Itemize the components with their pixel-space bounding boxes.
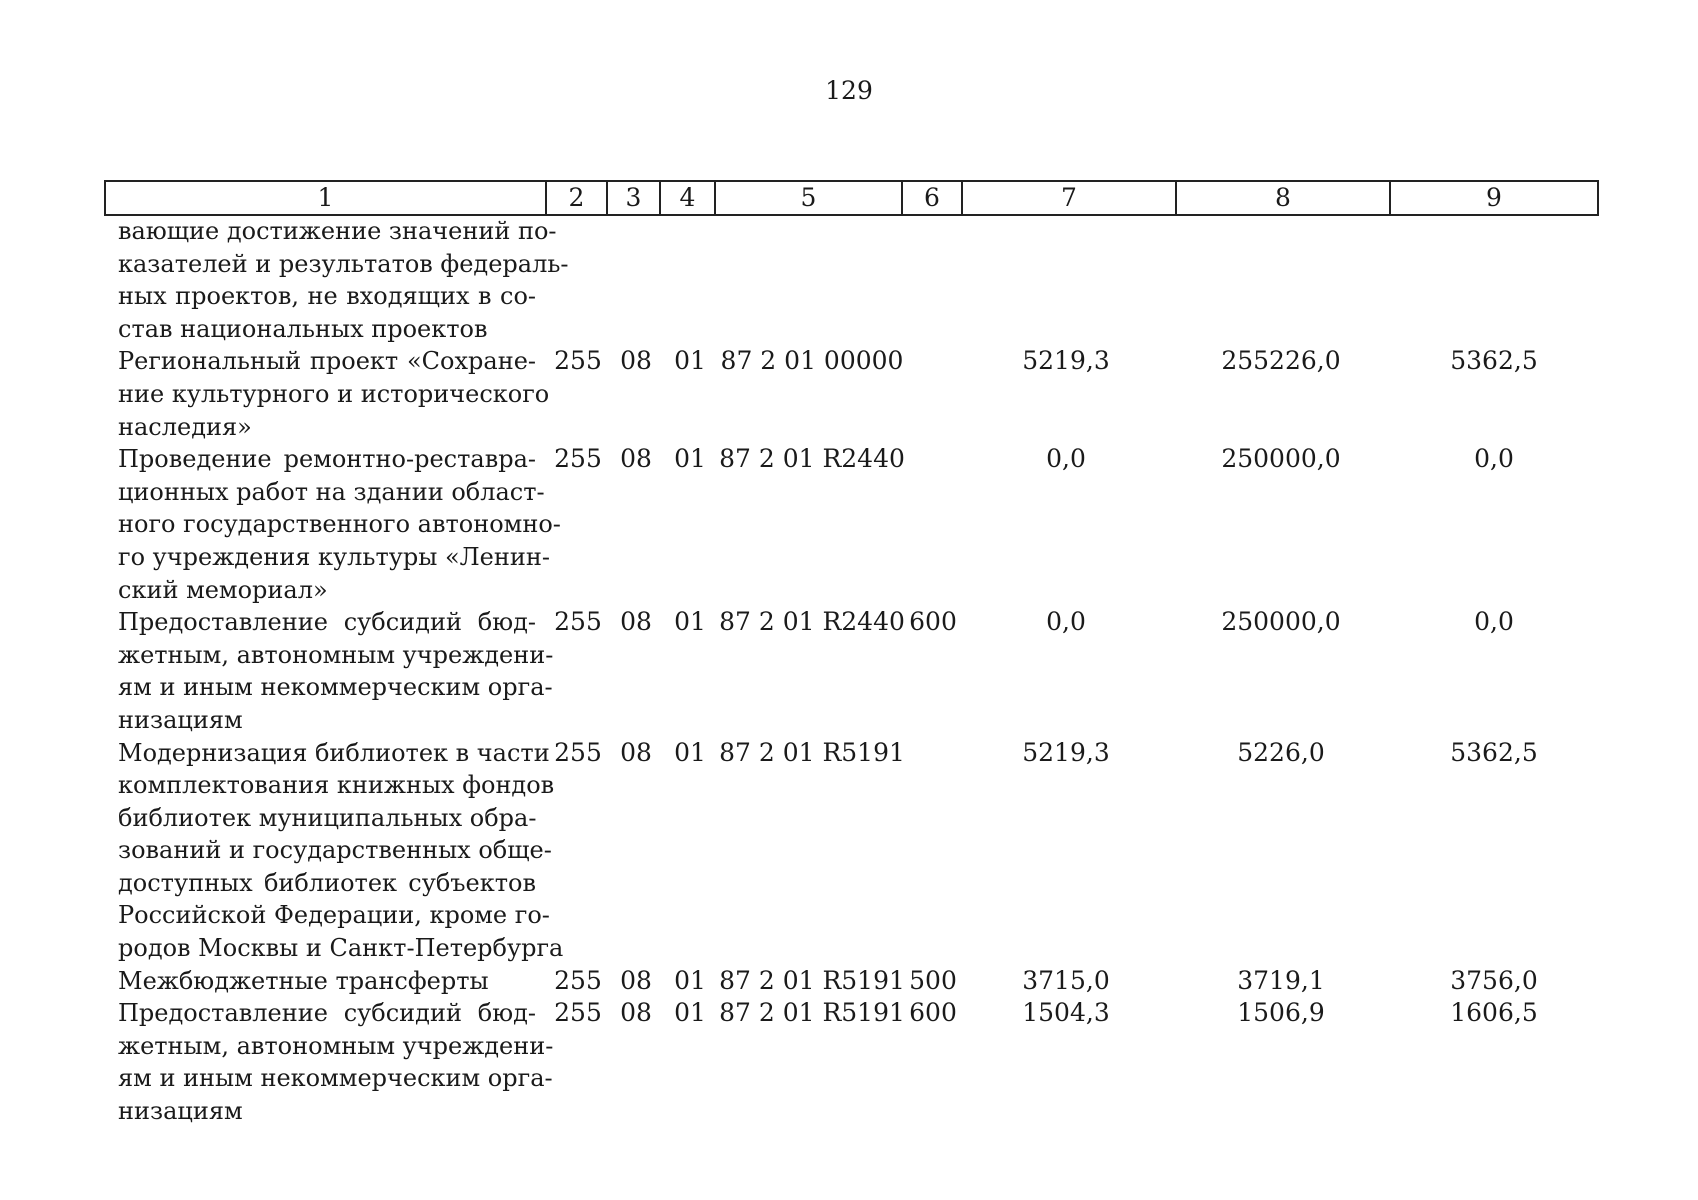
description-line: ционных работ на здании област- — [118, 477, 545, 506]
cell-col-7: 0,0 — [1046, 444, 1086, 474]
cell-col-2: 255 — [554, 444, 602, 474]
cell-col-7: 3715,0 — [1022, 965, 1110, 995]
table-body — [0, 215, 1698, 1128]
row-description — [118, 443, 561, 606]
cell-col-3: 08 — [620, 998, 652, 1028]
cell-col-5: 87 2 01 R5191 — [719, 998, 905, 1028]
cell-col-9: 3756,0 — [1450, 965, 1538, 995]
cell-col-5: 87 2 01 00000 — [720, 346, 904, 376]
table-row — [0, 965, 1698, 998]
description-line: Межбюджетные трансферты — [118, 966, 489, 995]
column-header-4: 4 — [660, 181, 715, 215]
description-line: низациям — [118, 1097, 243, 1126]
table-row — [0, 345, 1698, 443]
description-line: Региональный проект «Сохране- — [118, 347, 536, 376]
cell-col-2: 255 — [554, 346, 602, 376]
cell-col-4: 01 — [674, 444, 706, 474]
cell-col-7: 5219,3 — [1022, 346, 1110, 376]
cell-col-3: 08 — [620, 965, 652, 995]
cell-col-8: 255226,0 — [1221, 346, 1341, 376]
cell-col-4: 01 — [674, 346, 706, 376]
description-line: ние культурного и исторического — [118, 379, 550, 408]
table-row — [0, 997, 1698, 1127]
row-description — [118, 737, 564, 965]
description-line: ям и иным некоммерческим орга- — [118, 1064, 553, 1093]
description-line: наследия» — [118, 412, 252, 441]
description-line: казателей и результатов федераль- — [118, 249, 569, 278]
cell-col-9: 5362,5 — [1450, 737, 1538, 767]
cell-col-3: 08 — [620, 737, 652, 767]
column-header-6: 6 — [902, 181, 962, 215]
description-line: вающие достижение значений по- — [118, 217, 557, 245]
cell-col-8: 1506,9 — [1237, 998, 1325, 1028]
cell-col-9: 0,0 — [1474, 444, 1514, 474]
description-line: жетным, автономным учреждени- — [118, 1031, 554, 1060]
cell-col-6: 600 — [909, 607, 957, 637]
description-line: Модернизация библиотек в части — [118, 738, 550, 767]
cell-col-7: 1504,3 — [1022, 998, 1110, 1028]
description-line: библиотек муниципальных обра- — [118, 803, 537, 832]
cell-col-5: 87 2 01 R2440 — [719, 607, 905, 637]
column-header-3: 3 — [607, 181, 660, 215]
cell-col-4: 01 — [674, 998, 706, 1028]
description-line: ям и иным некоммерческим орга- — [118, 673, 553, 702]
column-header-1: 1 — [105, 181, 546, 215]
cell-col-2: 255 — [554, 998, 602, 1028]
cell-col-2: 255 — [554, 965, 602, 995]
cell-col-2: 255 — [554, 737, 602, 767]
table-row — [0, 443, 1698, 606]
cell-col-9: 5362,5 — [1450, 346, 1538, 376]
description-line: низациям — [118, 705, 243, 734]
cell-col-2: 255 — [554, 607, 602, 637]
description-line: ного государственного автономно- — [118, 510, 561, 539]
cell-col-7: 0,0 — [1046, 607, 1086, 637]
cell-col-4: 01 — [674, 737, 706, 767]
page-number: 129 — [825, 76, 873, 105]
cell-col-8: 250000,0 — [1221, 444, 1341, 474]
row-description — [118, 997, 554, 1127]
row-description — [118, 606, 554, 736]
cell-col-4: 01 — [674, 965, 706, 995]
cell-col-3: 08 — [620, 346, 652, 376]
description-line: Проведение ремонтно-реставра- — [118, 445, 536, 474]
description-line: ский мемориал» — [118, 575, 328, 604]
description-line: став национальных проектов — [118, 314, 488, 343]
description-line: ных проектов, не входящих в со- — [118, 282, 536, 311]
cell-col-9: 0,0 — [1474, 607, 1514, 637]
row-description — [118, 965, 536, 998]
description-line: жетным, автономным учреждени- — [118, 640, 554, 669]
description-line: родов Москвы и Санкт-Петербурга — [118, 934, 564, 963]
column-header-row — [104, 180, 1599, 216]
description-line: го учреждения культуры «Ленин- — [118, 542, 550, 571]
column-header-2: 2 — [546, 181, 607, 215]
row-description — [118, 215, 569, 345]
column-header-9: 9 — [1390, 181, 1598, 215]
cell-col-4: 01 — [674, 607, 706, 637]
cell-col-5: 87 2 01 R5191 — [719, 737, 905, 767]
cell-col-6: 500 — [909, 965, 957, 995]
description-line: комплектования книжных фондов — [118, 771, 555, 800]
cell-col-5: 87 2 01 R2440 — [719, 444, 905, 474]
description-line: Российской Федерации, кроме го- — [118, 901, 550, 930]
description-line: доступных библиотек субъектов — [118, 868, 536, 897]
cell-col-8: 3719,1 — [1237, 965, 1325, 995]
cell-col-6: 600 — [909, 998, 957, 1028]
table-row — [0, 606, 1698, 736]
row-description — [118, 345, 550, 443]
cell-col-9: 1606,5 — [1450, 998, 1538, 1028]
cell-col-8: 250000,0 — [1221, 607, 1341, 637]
table-row — [0, 737, 1698, 965]
description-line: Предоставление субсидий бюд- — [118, 999, 536, 1028]
cell-col-3: 08 — [620, 444, 652, 474]
column-header-7: 7 — [962, 181, 1176, 215]
column-header-5: 5 — [715, 181, 902, 215]
cell-col-7: 5219,3 — [1022, 737, 1110, 767]
description-line: Предоставление субсидий бюд- — [118, 608, 536, 637]
table-row — [0, 215, 1698, 345]
cell-col-5: 87 2 01 R5191 — [719, 965, 905, 995]
column-header-8: 8 — [1176, 181, 1390, 215]
cell-col-8: 5226,0 — [1237, 737, 1325, 767]
cell-col-3: 08 — [620, 607, 652, 637]
description-line: зований и государственных обще- — [118, 836, 552, 865]
